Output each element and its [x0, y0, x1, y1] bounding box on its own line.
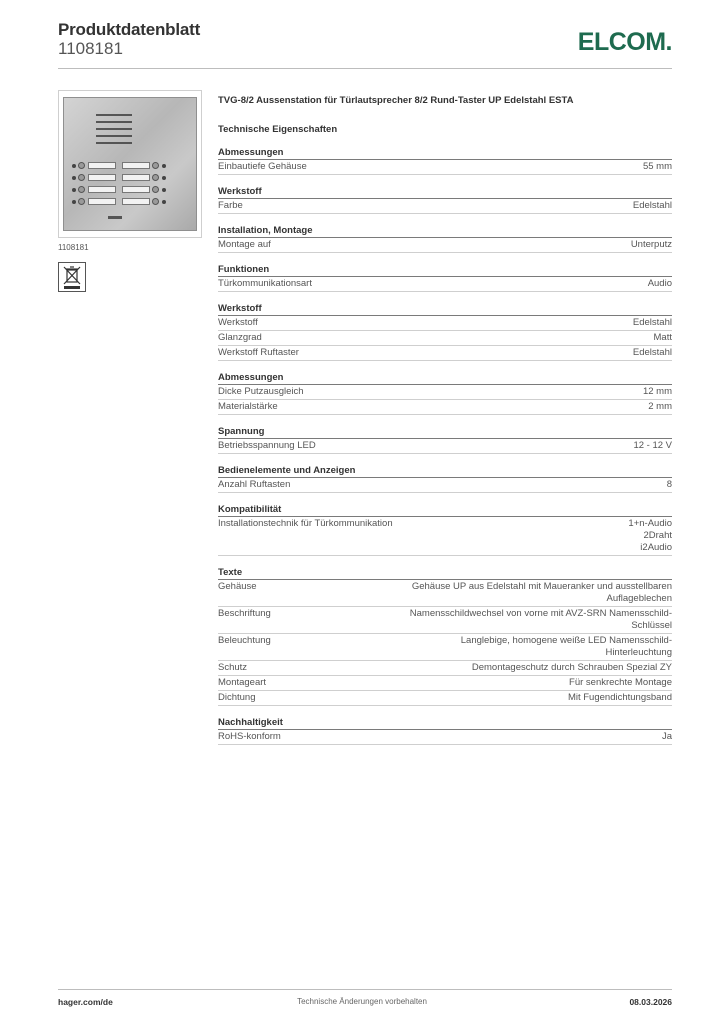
- footer-divider: [58, 989, 672, 990]
- spec-row: [218, 634, 672, 661]
- spec-row: [218, 730, 672, 745]
- spec-label: Anzahl Ruftasten: [218, 479, 291, 490]
- spec-value-line: Hinterleuchtung: [605, 647, 672, 658]
- spec-group-title: Nachhaltigkeit: [218, 716, 672, 730]
- spec-value: Ja: [661, 731, 672, 742]
- spec-value-line: Gehäuse UP aus Edelstahl mit Maueranker und ausstellbaren: [411, 581, 672, 592]
- footer-website: hager.com/de: [58, 997, 113, 1007]
- spec-row: [218, 400, 672, 415]
- spec-value: Edelstahl: [632, 347, 672, 358]
- button-row: [72, 174, 190, 182]
- spec-row: [218, 160, 672, 175]
- spec-row: [218, 691, 672, 706]
- spec-row: [218, 316, 672, 331]
- spec-label: Farbe: [218, 200, 243, 211]
- spec-row: [218, 346, 672, 361]
- spec-groups: [218, 146, 672, 745]
- spec-group: [218, 146, 672, 175]
- spec-label: Dichtung: [218, 692, 256, 703]
- footer-date: 08.03.2026: [629, 997, 672, 1007]
- document-title: Produktdatenblatt: [58, 20, 201, 39]
- spec-label: Montage auf: [218, 239, 271, 250]
- spec-label: Werkstoff Ruftaster: [218, 347, 299, 358]
- spec-label: Dicke Putzausgleich: [218, 386, 304, 397]
- spec-row: [218, 478, 672, 493]
- spec-row: [218, 607, 672, 634]
- spec-label: Beleuchtung: [218, 635, 271, 646]
- spec-label: Materialstärke: [218, 401, 278, 412]
- spec-label: Schutz: [218, 662, 248, 673]
- spec-group: [218, 503, 672, 556]
- button-row: [72, 162, 190, 170]
- spec-value-line: 1+n-Audio: [628, 518, 672, 529]
- spec-group-title: Funktionen: [218, 263, 672, 277]
- section-title: Technische Eigenschaften: [218, 124, 338, 135]
- spec-group: [218, 185, 672, 214]
- spec-group: [218, 302, 672, 361]
- spec-label: Einbautiefe Gehäuse: [218, 161, 307, 172]
- spec-value-line: Auflageblechen: [606, 593, 672, 604]
- spec-value: Demontageschutz durch Schrauben Spezial ZY: [471, 662, 672, 673]
- spec-row: [218, 517, 672, 556]
- door-station-plate: [63, 97, 197, 231]
- specification-content: [218, 94, 672, 745]
- spec-row: [218, 199, 672, 214]
- spec-row: [218, 238, 672, 253]
- spec-value: Mit Fugendichtungsband: [567, 692, 672, 703]
- spec-row: [218, 385, 672, 400]
- spec-group-title: Werkstoff: [218, 302, 672, 316]
- spec-row: [218, 580, 672, 607]
- spec-value: Für senkrechte Montage: [569, 677, 672, 688]
- spec-value: 12 mm: [642, 386, 672, 397]
- spec-value: Edelstahl: [632, 317, 672, 328]
- spec-value-line: Langlebige, homogene weiße LED Namensschild-: [460, 635, 672, 646]
- spec-value: Matt: [653, 332, 672, 343]
- spec-group: [218, 566, 672, 706]
- spec-value-line: Namensschildwechsel von vorne mit AVZ-SRN Namensschild-: [409, 608, 672, 619]
- spec-row: [218, 661, 672, 676]
- spec-value: Audio: [647, 278, 672, 289]
- spec-value: 2 mm: [648, 401, 672, 412]
- spec-label: Gehäuse: [218, 581, 257, 592]
- spec-row: [218, 439, 672, 454]
- spec-group: [218, 224, 672, 253]
- spec-group-title: Bedienelemente und Anzeigen: [218, 464, 672, 478]
- spec-value-line: Schlüssel: [631, 620, 672, 631]
- button-row: [72, 186, 190, 194]
- spec-value-line: i2Audio: [640, 542, 672, 553]
- weee-crossed-bin-icon: [58, 262, 86, 292]
- spec-group-title: Werkstoff: [218, 185, 672, 199]
- spec-value: Edelstahl: [632, 200, 672, 211]
- spec-group-title: Abmessungen: [218, 371, 672, 385]
- spec-group-title: Installation, Montage: [218, 224, 672, 238]
- elcom-logo: ELCOM.: [577, 28, 672, 56]
- spec-label: Installationstechnik für Türkommunikation: [218, 518, 393, 529]
- spec-label: Betriebsspannung LED: [218, 440, 316, 451]
- product-image: [58, 90, 202, 238]
- spec-value: 8: [666, 479, 672, 490]
- speaker-grille: [96, 112, 132, 148]
- spec-label: Türkommunikationsart: [218, 278, 312, 289]
- product-title: TVG-8/2 Aussenstation für Türlautsprecher 8/2 Rund-Taster UP Edelstahl ESTA: [218, 95, 574, 106]
- spec-value: 12 - 12 V: [633, 440, 672, 451]
- header-divider: [58, 68, 672, 69]
- spec-group: [218, 464, 672, 493]
- spec-label: Montageart: [218, 677, 267, 688]
- spec-label: Werkstoff: [218, 317, 258, 328]
- spec-group-title: Abmessungen: [218, 146, 672, 160]
- spec-value: 55 mm: [642, 161, 672, 172]
- spec-value: [461, 635, 672, 659]
- page-header: [58, 20, 672, 68]
- document-number: 1108181: [58, 39, 123, 58]
- spec-group-title: Kompatibilität: [218, 503, 672, 517]
- spec-label: Glanzgrad: [218, 332, 262, 343]
- image-caption: 1108181: [58, 243, 89, 252]
- spec-row: [218, 277, 672, 292]
- spec-group-title: Texte: [218, 566, 672, 580]
- spec-group: [218, 263, 672, 292]
- spec-label: RoHS-konform: [218, 731, 281, 742]
- spec-row: [218, 676, 672, 691]
- button-row: [72, 198, 190, 206]
- footer-disclaimer: Technische Änderungen vorbehalten: [297, 997, 427, 1006]
- spec-group-title: Spannung: [218, 425, 672, 439]
- spec-group: [218, 425, 672, 454]
- plate-logo: [108, 216, 122, 219]
- spec-value: [412, 581, 672, 605]
- spec-label: Beschriftung: [218, 608, 271, 619]
- spec-value: [628, 518, 672, 554]
- spec-value-line: 2Draht: [643, 530, 672, 541]
- spec-value: Unterputz: [630, 239, 672, 250]
- spec-group: [218, 371, 672, 415]
- spec-value: [410, 608, 672, 632]
- spec-row: [218, 331, 672, 346]
- spec-group: [218, 716, 672, 745]
